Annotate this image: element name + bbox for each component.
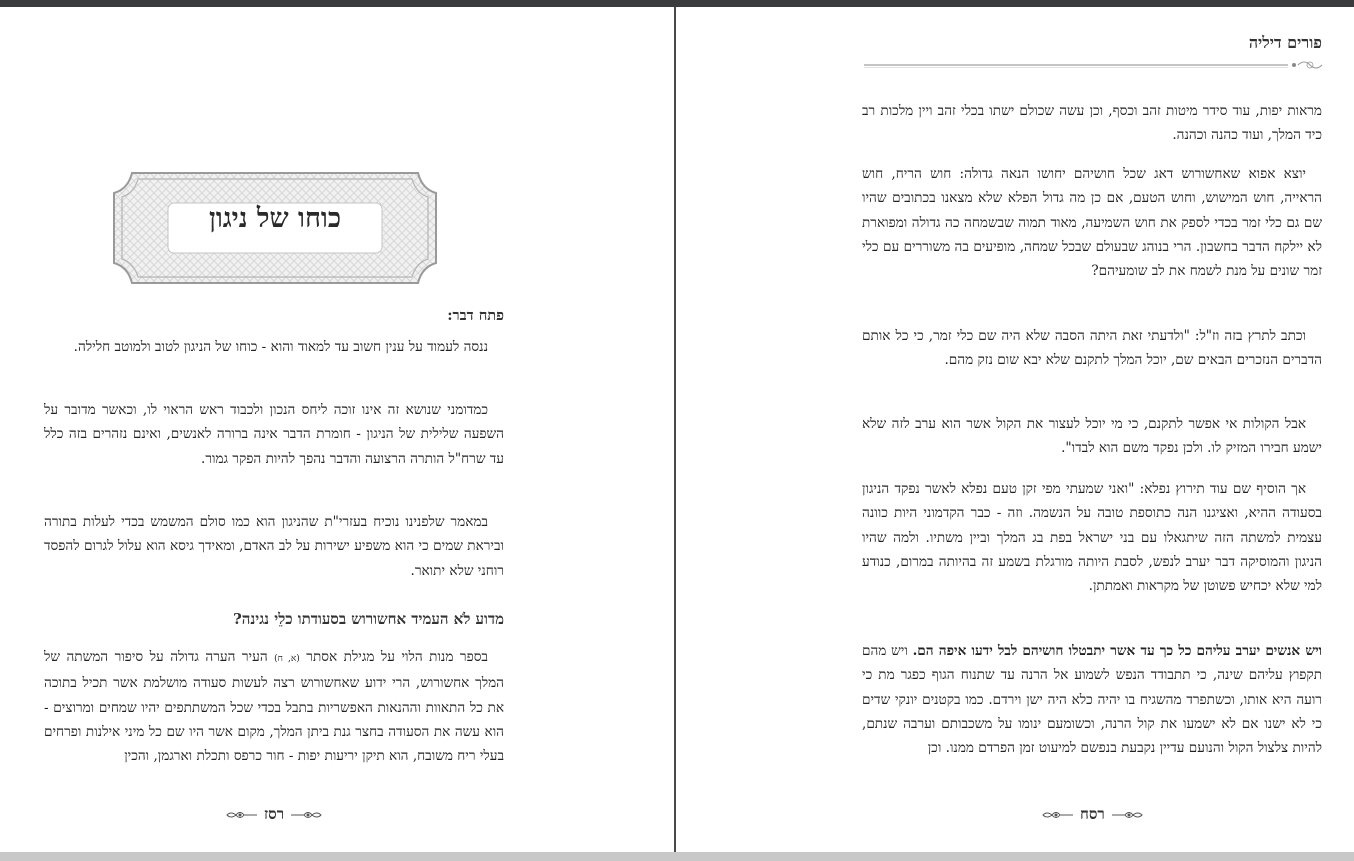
paragraph-2: יוצא אפוא שאחשורוש דאג שכל חושיהם יחושו הנאה גדולה: חוש הריח, חוש הראייה, חוש המישוש, וחוש הטעם, אם כן מה גדול הפלא שלא מצאנו בכתובים שהיו שם גם כלי זמר בכדי לספק את חוש השמיעה, מאוד תמוה שבשמחה כה גדולה ומפוארת לא יילקח הדבר בחשבון. הרי בנוהג שבעולם שבכל שמחה, מופיעים בה משוררים עם כלי זמר שונים על מנת לשמח את לב שומעיהם? — [862, 166, 1322, 280]
page-number: רסז — [264, 805, 285, 823]
left-page-folio — [224, 805, 324, 824]
page-number: רסח — [1080, 805, 1105, 823]
running-head-rule — [864, 59, 1324, 71]
paragraph-5: אך הוסיף שם עוד תירוץ נפלא: "ואני שמעתי מפי זקן טעם נפלא לאשר נפקד הניגון בסעודה ההיא, ואציגנו הנה כתוספת טובה על הנשמה. וזה - כבר הקדמוני היות כוונה עצמית למשתה הזה שיתגאלו עם בני ישראל בפת בג המלך וביין משתיו. ולמה שהיו הניגון והמוסיקה דבר יערב לנפש, לסבת היותה מורגלת בשמע זה בהיותה במרום, כנודע למי שלא יכחיש פשוטן של מקראות ואמתתן. — [862, 481, 1322, 595]
section-paragraph: בספר מנות הלוי על מגילת אסתר (א, ח) העיר הערה גדולה על סיפור המשתה של המלך אחשורוש, הרי ידוע שאחשורוש רצה לעשות סעודה מושלמת אשר תכיל בתוכה את כל התאוות וההנאות האפשריות בתבל בכדי שכל המשתתפים יהיו שמחים ומרוצים - הוא עשה את הסעודה בחצר גנת ביתן המלך, מקום אשר היו שם כל מיני אילנות ופרחים בעלי ריח משובח, הוא תיקן יריעות יפות - חור כרפס ותכלת וארגמן, והכין — [44, 649, 504, 765]
paragraph-4: אבל הקולות אי אפשר לתקנם, כי מי יוכל לעצור את הקול אשר הוא ערב לזה שלא ישמע חבירו המזיק לו. ולכן נפקד משם הוא לבדו". — [862, 416, 1322, 457]
right-page — [676, 7, 1354, 852]
paragraph-3: וכתב לתרץ בזה וז"ל: "ולדעתי זאת היתה הסבה שלא היה שם כלי זמר, כי כל אותם הדברים הנזכרים הבאים שם, יוכל המלך לתקנם שלא יבא שום נזק מהם. — [862, 328, 1322, 369]
running-head-title: פורים דיליה — [1248, 33, 1322, 52]
ornament-flourish-icon — [1040, 809, 1074, 821]
viewer-top-bar — [0, 0, 1354, 7]
left-page — [0, 7, 674, 852]
intro-paragraph-1: ננסה לעמוד על ענין חשוב עד למאוד והוא - כוחו של הניגון לטוב ולמוטב חלילה. — [73, 339, 488, 355]
paragraph-1: מראות יפות, עוד סידר מיטות זהב וכסף, וכן עשה שכולם ישתו בכלי זהב ויין מלכות רב כיד המלך, ועוד כהנה וכהנה. — [862, 103, 1322, 144]
ornament-flourish-icon — [1111, 809, 1145, 821]
intro-paragraph-2: כמדומני שנושא זה אינו זוכה ליחס הנכון ולכבוד ראש הראוי לו, וכאשר מדובר על השפעה שלילית של הניגון - חומרת הדבר אינה ברורה לאנשים, ואינם נזהרים בזה כלל עד שרח"ל הותרה הרצועה והדבר נהפך להיות הפקר גמור. — [44, 402, 504, 467]
chapter-title: כוחו של ניגון — [208, 203, 342, 234]
ornament-flourish-icon — [290, 809, 324, 821]
section-heading: מדוע לֹא העמיד אחשורוש בסעודתו כלֵי נגינה? — [233, 610, 504, 628]
intro-heading: פתח דבר: — [447, 307, 504, 324]
paragraph-6: ויש אנשים יערב עליהם כל כך עד אשר יתבטלו חושיהם לבל ידעו איפה הם. ויש מהם תקפוץ עליהם שינה, כי תתבודד הנפש לשמוע אל הרנה עד שתנוח הגוף כפגר מת כי רועה היא אותו, וכשתפרד מהשגיח בו יהיה כלא היה ישן וירדם. כמו בקטנים יונקי שדים כי לא ישנו אם לא ישמעו את קול הרנה, וכשומעם ינומו על משכבותם וערבה שנתם, להיות צלצול הקול והנועם עדיין נקבעת בנפשם למיעוט זמן הפרדם ממנו. וכן — [862, 643, 1322, 757]
intro-paragraph-3: במאמר שלפנינו נוכיח בעזרי"ת שהניגון הוא כמו סולם המשמש בכדי לעלות בתורה וביראת שמים כי הוא משפיע ישירות על לב האדם, ומאידך גיסא הוא עלול לגרום להפסד רוחני שלא יתואר. — [44, 514, 504, 579]
source-reference: (א, ח) — [274, 654, 300, 664]
ornament-flourish-icon — [224, 809, 258, 821]
right-page-folio — [1040, 805, 1145, 824]
viewer-bottom-bar — [0, 852, 1354, 861]
